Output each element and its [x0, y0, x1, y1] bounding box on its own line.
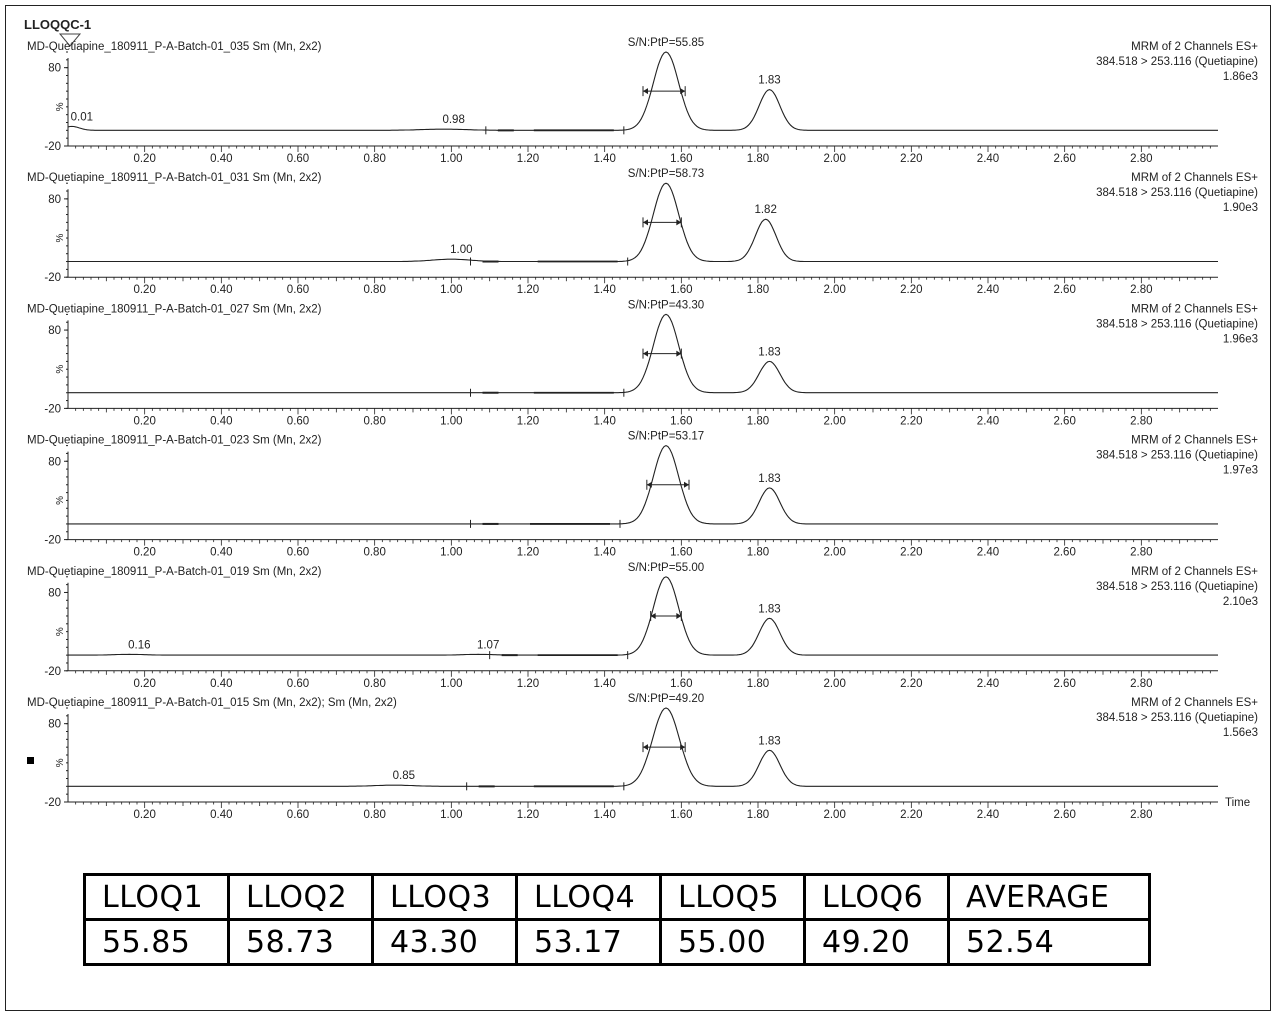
table-value-cell: 52.54	[949, 920, 1150, 965]
x-tick-label: 1.40	[593, 153, 616, 165]
table-value-cell: 49.20	[805, 920, 949, 965]
sn-arrow-left	[643, 219, 648, 225]
x-tick-label: 1.00	[440, 284, 463, 297]
results-table	[83, 873, 1151, 966]
y-axis-label: %	[55, 233, 66, 243]
x-tick-label: 1.40	[593, 809, 616, 821]
x-tick-label: 1.80	[746, 809, 770, 821]
x-tick-label: 1.60	[670, 546, 693, 559]
x-tick-label: 2.40	[976, 153, 1000, 165]
peak-label: 1.00	[450, 244, 473, 257]
chromatogram-panel	[27, 562, 1258, 690]
table-value-cell: 53.17	[517, 920, 661, 965]
peak-label: 0.85	[392, 770, 416, 783]
chromatogram-panel	[27, 693, 1258, 821]
x-axis-title: Time	[1225, 797, 1251, 809]
panel-channel-label: MRM of 2 Channels ES+	[1131, 434, 1258, 447]
sn-arrow-left	[643, 351, 648, 357]
y-tick-label: -20	[44, 665, 61, 678]
x-tick-label: 1.20	[516, 153, 540, 165]
x-tick-label: 2.20	[900, 415, 923, 428]
x-tick-label: 0.80	[363, 546, 386, 559]
signal-noise-label: S/N:PtP=43.30	[627, 299, 705, 312]
y-tick-label: -20	[44, 272, 61, 285]
table-header-row	[85, 875, 1150, 920]
sn-arrow-left	[647, 482, 652, 488]
panel-sample-label: MD-Quetiapine_180911_P-A-Batch-01_015 Sm (Mn, 2x2); Sm (Mn, 2x2)	[27, 697, 397, 709]
panel-transition-label: 384.518 > 253.116 (Quetiapine)	[1096, 580, 1258, 593]
y-tick-label: -20	[44, 797, 61, 809]
x-tick-label: 2.60	[1053, 809, 1076, 821]
table-value-cell: 43.30	[373, 920, 517, 965]
x-tick-label: 1.80	[746, 677, 770, 690]
x-tick-label: 0.80	[363, 677, 386, 690]
peak-label: 1.83	[758, 472, 781, 485]
y-tick-label: -20	[44, 141, 61, 153]
x-tick-label: 2.40	[976, 809, 1000, 821]
panel-transition-label: 384.518 > 253.116 (Quetiapine)	[1096, 712, 1258, 724]
y-axis-label: %	[55, 102, 66, 112]
x-tick-label: 1.80	[746, 153, 770, 165]
table-header-cell: LLOQ1	[85, 875, 229, 920]
chromatogram-panel	[27, 299, 1258, 427]
x-tick-label: 0.20	[133, 153, 156, 165]
x-tick-label: 0.40	[210, 153, 233, 165]
panel-transition-label: 384.518 > 253.116 (Quetiapine)	[1096, 318, 1258, 331]
x-tick-label: 1.60	[670, 809, 693, 821]
panel-intensity-label: 1.97e3	[1222, 464, 1258, 477]
table-header-cell: LLOQ2	[229, 875, 373, 920]
x-tick-label: 1.00	[440, 415, 463, 428]
x-tick-label: 1.80	[746, 546, 770, 559]
x-tick-label: 2.20	[900, 284, 923, 297]
panel-transition-label: 384.518 > 253.116 (Quetiapine)	[1096, 187, 1258, 200]
x-tick-label: 1.60	[670, 284, 693, 297]
x-tick-label: 1.00	[440, 677, 463, 690]
x-tick-label: 2.40	[976, 677, 1000, 690]
x-tick-label: 2.20	[900, 546, 923, 559]
x-tick-label: 2.00	[823, 415, 846, 428]
table-header-cell: LLOQ3	[373, 875, 517, 920]
x-tick-label: 1.20	[516, 809, 540, 821]
panel-sample-label: MD-Quetiapine_180911_P-A-Batch-01_023 Sm (Mn, 2x2)	[27, 434, 322, 447]
chromatogram-trace	[68, 446, 1218, 524]
signal-noise-label: S/N:PtP=49.20	[627, 693, 705, 705]
sn-arrow-left	[643, 88, 648, 94]
table-value-cell: 55.85	[85, 920, 229, 965]
panel-intensity-label: 1.90e3	[1222, 202, 1258, 215]
signal-noise-label: S/N:PtP=53.17	[627, 430, 705, 443]
x-tick-label: 1.20	[516, 546, 540, 559]
peak-label: 0.01	[70, 111, 94, 124]
x-tick-label: 0.40	[210, 677, 233, 690]
page-title: LLOQQC-1	[24, 17, 92, 32]
y-tick-label: 80	[48, 325, 61, 338]
table-value-row	[85, 920, 1150, 965]
x-tick-label: 0.80	[363, 809, 386, 821]
y-tick-label: -20	[44, 534, 61, 547]
x-tick-label: 1.80	[746, 284, 770, 297]
x-tick-label: 2.60	[1053, 284, 1076, 297]
x-tick-label: 2.40	[976, 546, 1000, 559]
panel-intensity-label: 1.56e3	[1222, 727, 1258, 739]
y-axis-label: %	[55, 758, 66, 768]
x-tick-label: 1.20	[516, 284, 540, 297]
selection-square-icon	[27, 757, 34, 764]
x-tick-label: 2.80	[1130, 809, 1153, 821]
x-tick-label: 0.60	[286, 677, 310, 690]
y-axis-label: %	[55, 495, 66, 505]
x-tick-label: 2.00	[823, 809, 846, 821]
peak-label: 1.83	[758, 603, 781, 616]
sn-arrow-right	[684, 482, 689, 488]
x-tick-label: 0.20	[133, 546, 156, 559]
panel-transition-label: 384.518 > 253.116 (Quetiapine)	[1096, 449, 1258, 462]
x-tick-label: 0.60	[286, 284, 310, 297]
sn-arrow-right	[680, 88, 685, 94]
peak-label: 1.83	[758, 74, 781, 87]
peak-label: 1.83	[758, 735, 781, 748]
x-tick-label: 2.80	[1130, 415, 1153, 428]
table-header-cell: LLOQ5	[661, 875, 805, 920]
y-tick-label: 80	[48, 456, 61, 469]
x-tick-label: 2.40	[976, 284, 1000, 297]
x-tick-label: 2.00	[823, 546, 846, 559]
panel-channel-label: MRM of 2 Channels ES+	[1131, 41, 1258, 53]
x-tick-label: 2.20	[900, 677, 923, 690]
x-tick-label: 0.80	[363, 153, 386, 165]
x-tick-label: 0.40	[210, 809, 233, 821]
x-tick-label: 2.40	[976, 415, 1000, 428]
table-value-cell: 58.73	[229, 920, 373, 965]
panel-intensity-label: 2.10e3	[1222, 595, 1258, 608]
y-axis-label: %	[55, 627, 66, 637]
x-tick-label: 0.60	[286, 809, 310, 821]
chromatogram-panel	[27, 168, 1258, 296]
x-tick-label: 0.60	[286, 153, 310, 165]
x-tick-label: 0.60	[286, 546, 310, 559]
panel-channel-label: MRM of 2 Channels ES+	[1131, 697, 1258, 709]
y-tick-label: 80	[48, 587, 61, 600]
peak-label: 1.07	[476, 639, 500, 652]
peak-label: 1.83	[758, 346, 781, 359]
x-tick-label: 0.40	[210, 415, 233, 428]
x-tick-label: 0.40	[210, 284, 233, 297]
signal-noise-label: S/N:PtP=58.73	[627, 168, 705, 181]
x-tick-label: 1.60	[670, 153, 693, 165]
x-tick-label: 2.80	[1130, 546, 1153, 559]
x-tick-label: 2.60	[1053, 546, 1076, 559]
y-tick-label: 80	[48, 62, 61, 75]
x-tick-label: 2.60	[1053, 677, 1076, 690]
x-tick-label: 1.00	[440, 546, 463, 559]
x-tick-label: 1.60	[670, 415, 693, 428]
y-axis-label: %	[55, 364, 66, 374]
x-tick-label: 2.20	[900, 809, 923, 821]
signal-noise-label: S/N:PtP=55.00	[627, 561, 705, 574]
table-value-cell: 55.00	[661, 920, 805, 965]
chromatogram-trace	[68, 577, 1218, 655]
signal-noise-label: S/N:PtP=55.85	[627, 37, 705, 49]
panel-channel-label: MRM of 2 Channels ES+	[1131, 172, 1258, 185]
table-header-cell: AVERAGE	[949, 875, 1150, 920]
sn-arrow-left	[643, 744, 648, 750]
x-tick-label: 1.00	[440, 809, 463, 821]
table-header-cell: LLOQ6	[805, 875, 949, 920]
x-tick-label: 1.20	[516, 677, 540, 690]
panel-intensity-label: 1.96e3	[1222, 333, 1258, 346]
panel-channel-label: MRM of 2 Channels ES+	[1131, 303, 1258, 316]
x-tick-label: 2.80	[1130, 284, 1153, 297]
x-tick-label: 0.60	[286, 415, 310, 428]
x-tick-label: 2.60	[1053, 415, 1076, 428]
x-tick-label: 2.60	[1053, 153, 1076, 165]
x-tick-label: 0.20	[133, 809, 156, 821]
x-tick-label: 1.00	[440, 153, 463, 165]
x-tick-label: 0.80	[363, 415, 386, 428]
y-tick-label: 80	[48, 718, 61, 731]
x-tick-label: 0.20	[133, 284, 156, 297]
table-header-cell: LLOQ4	[517, 875, 661, 920]
panel-sample-label: MD-Quetiapine_180911_P-A-Batch-01_031 Sm (Mn, 2x2)	[27, 172, 322, 185]
y-tick-label: -20	[44, 403, 61, 416]
peak-label: 0.98	[442, 114, 465, 127]
x-tick-label: 1.40	[593, 677, 616, 690]
x-tick-label: 2.00	[823, 284, 846, 297]
panel-sample-label: MD-Quetiapine_180911_P-A-Batch-01_035 Sm (Mn, 2x2)	[27, 41, 322, 53]
x-tick-label: 2.80	[1130, 153, 1153, 165]
panel-intensity-label: 1.86e3	[1222, 71, 1258, 83]
x-tick-label: 2.00	[823, 153, 846, 165]
x-tick-label: 0.80	[363, 284, 386, 297]
x-tick-label: 1.40	[593, 415, 616, 428]
panel-sample-label: MD-Quetiapine_180911_P-A-Batch-01_019 Sm (Mn, 2x2)	[27, 565, 322, 578]
x-tick-label: 2.20	[900, 153, 923, 165]
x-tick-label: 0.20	[133, 677, 156, 690]
chromatogram-panel	[27, 431, 1258, 559]
peak-label: 0.16	[128, 639, 151, 652]
x-tick-label: 1.80	[746, 415, 770, 428]
x-tick-label: 1.60	[670, 677, 693, 690]
panel-channel-label: MRM of 2 Channels ES+	[1131, 565, 1258, 578]
x-tick-label: 1.40	[593, 284, 616, 297]
x-tick-label: 1.40	[593, 546, 616, 559]
peak-label: 1.82	[754, 204, 777, 217]
x-tick-label: 2.00	[823, 677, 846, 690]
x-tick-label: 1.20	[516, 415, 540, 428]
y-tick-label: 80	[48, 193, 61, 206]
chromatogram-panel	[27, 37, 1258, 165]
x-tick-label: 2.80	[1130, 677, 1153, 690]
x-tick-label: 0.20	[133, 415, 156, 428]
panels-group	[27, 37, 1258, 821]
panel-transition-label: 384.518 > 253.116 (Quetiapine)	[1096, 56, 1258, 68]
x-tick-label: 0.40	[210, 546, 233, 559]
panel-sample-label: MD-Quetiapine_180911_P-A-Batch-01_027 Sm (Mn, 2x2)	[27, 303, 322, 316]
